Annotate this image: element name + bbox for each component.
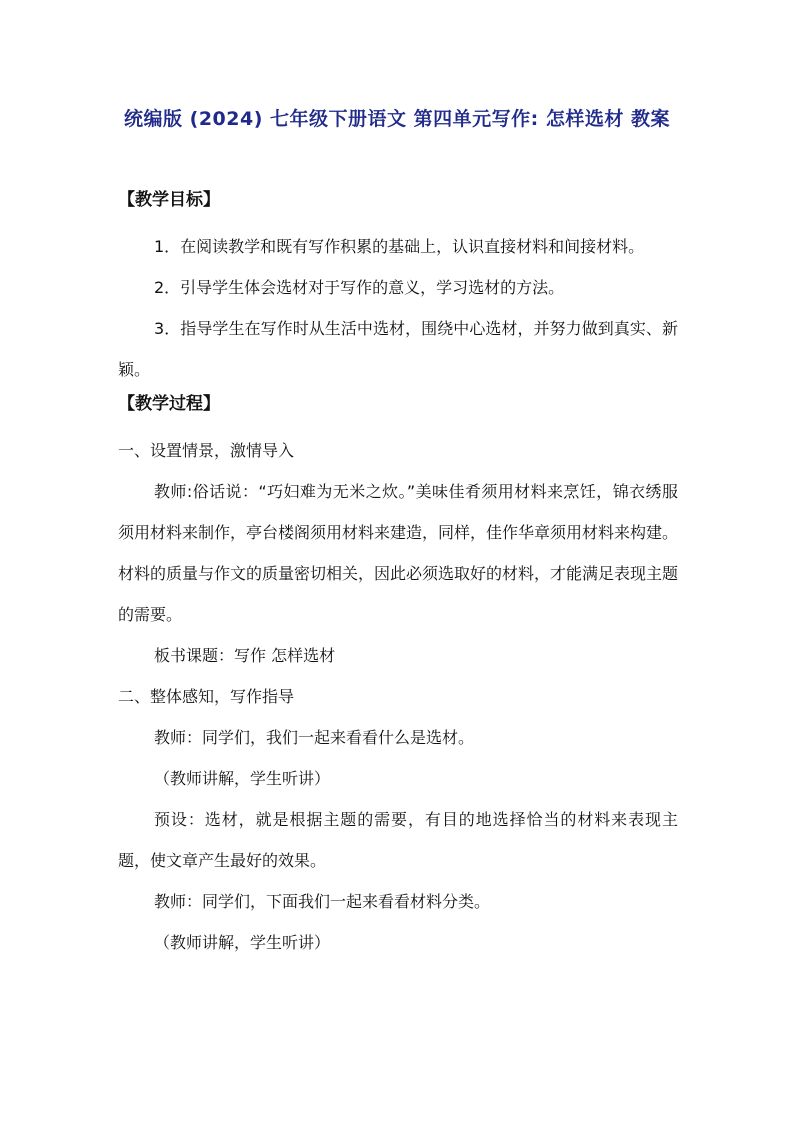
paragraph: （教师讲解，学生听讲） [154,769,331,788]
paragraph: 板书课题：写作 怎样选材 [154,646,336,665]
process-heading: 【教学过程】 [118,394,220,414]
goals-heading: 【教学目标】 [118,190,220,210]
part2-heading: 二、整体感知，写作指导 [118,687,295,706]
paragraph: 预设：选材，就是根据主题的需要，有目的地选择恰当的材料来表现主题，使文章产生最好的效果。 [118,810,678,870]
goal-item: 2．引导学生体会选材对于写作的意义，学习选材的方法。 [154,278,565,297]
paragraph: 教师：同学们，下面我们一起来看看材料分类。 [154,892,491,911]
goal-item: 3．指导学生在写作时从生活中选材，围绕中心选材，并努力做到真实、新颖。 [118,319,678,379]
part1-heading: 一、设置情景，激情导入 [118,441,295,460]
paragraph: 教师:俗话说：“巧妇难为无米之炊。”美味佳肴须用材料来烹饪，锦衣绣服须用材料来制作，亭台楼阁须用材料来建造，同样，佳作华章须用材料来构建。材料的质量与作文的质量密切相关，因此必须选取好的材料，才能满足表现主题的需要。 [118,482,679,624]
document-body [118,186,678,963]
paragraph: （教师讲解，学生听讲） [154,933,331,952]
document-title: 统编版 (2024) 七年级下册语文 第四单元写作: 怎样选材 教案 [124,108,670,130]
paragraph: 教师：同学们，我们一起来看看什么是选材。 [154,728,475,747]
goal-item: 1．在阅读教学和既有写作积累的基础上，认识直接材料和间接材料。 [154,237,645,256]
